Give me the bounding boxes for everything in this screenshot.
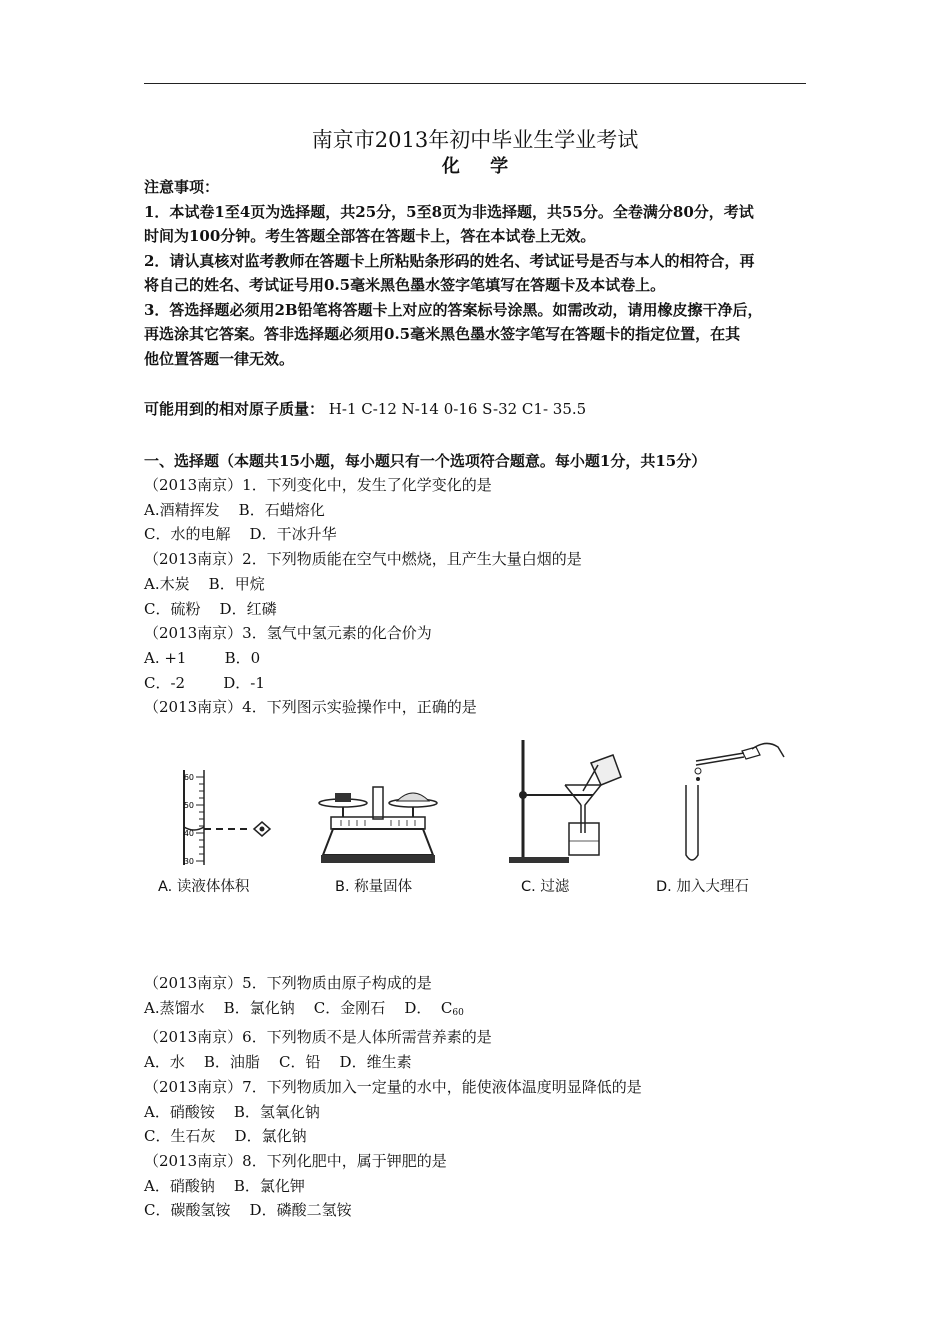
question-line: （2013南京）6．下列物质不是人体所需营养素的是 (144, 1028, 492, 1047)
question-line: A．硝酸铵 B．氢氧化钠 (144, 1102, 320, 1121)
atomic-mass-label: 可能用到的相对原子质量： (144, 400, 325, 418)
question-line: A．水 B．油脂 C．铅 D．维生素 (144, 1053, 412, 1072)
graduated-cylinder-figure (148, 735, 288, 875)
question-line: （2013南京）1．下列变化中，发生了化学变化的是 (144, 476, 492, 494)
question-line: C．水的电解 D．干冰升华 (144, 525, 337, 544)
question-line: （2013南京）8．下列化肥中，属于钾肥的是 (144, 1151, 447, 1170)
instructions-heading: 注意事项： (144, 178, 220, 196)
instruction-line: 时间为100分钟。考生答题全部答在答题卡上，答在本试卷上无效。 (144, 227, 596, 245)
figure-b-caption: B. 称量固体 (335, 879, 413, 895)
q5-subscript: 60 (452, 1007, 464, 1018)
tick-label: 30 (183, 857, 194, 866)
atomic-mass-values: H-1 C-12 N-14 0-16 S-32 C1- 35.5 (328, 400, 587, 418)
section-title: 一、选择题（本题共15小题，每小题只有一个选项符合题意。每小题1分，共15分） (144, 452, 707, 470)
question-line: （2013南京）2．下列物质能在空气中燃烧，且产生大量白烟的是 (144, 550, 582, 569)
exam-title: 南京市2013年初中毕业生学业考试 (311, 128, 639, 152)
figure-d (656, 735, 796, 895)
instruction-line: 将自己的姓名、考试证号用0.5毫米黑色墨水签字笔填写在答题卡及本试卷上。 (144, 276, 666, 294)
figure-c-caption: C. 过滤 (521, 879, 570, 895)
question-line: C．碳酸氢铵 D．磷酸二氢铵 (144, 1201, 352, 1220)
question-line: C．硫粉 D．红磷 (144, 599, 277, 618)
tick-label: 40 (183, 829, 194, 838)
exam-subject: 化 学 (441, 156, 521, 177)
question-line: （2013南京）5．下列物质由原子构成的是 (144, 974, 432, 992)
figure-a-caption: A. 读液体体积 (158, 879, 250, 895)
questions-1-4 (144, 473, 808, 720)
test-tube-figure (656, 735, 796, 875)
instruction-line: 1．本试卷1至4页为选择题，共25分，5至8页为非选择题，共55分。全卷满分80分，考试 (144, 202, 754, 221)
question-line: C．-2 D．-1 (144, 673, 265, 692)
atomic-mass-line (144, 398, 586, 419)
questions-5-8 (144, 971, 808, 1223)
question-line: A. +1 B．0 (144, 648, 261, 667)
instruction-line: 再选涂其它答案。答非选择题必须用0.5毫米黑色墨水签字笔写在答题卡的指定位置，在其 (144, 325, 741, 343)
header-rule (144, 83, 806, 84)
question-line: A.酒精挥发 B．石蜡熔化 (144, 500, 325, 519)
balance-figure (313, 735, 443, 875)
figure-a (148, 735, 288, 895)
figure-d-caption: D. 加入大理石 (656, 879, 749, 895)
question-line: （2013南京）4．下列图示实验操作中，正确的是 (144, 698, 477, 717)
tick-label: 50 (183, 801, 194, 810)
figure-c (503, 735, 623, 895)
instruction-line: 3．答选择题必须用2B铅笔将答题卡上对应的答案标号涂黑。如需改动，请用橡皮擦干净后， (144, 300, 763, 319)
instruction-line: 2．请认真核对监考教师在答题卡上所粘贴条形码的姓名、考试证号是否与本人的相符合，再 (144, 251, 755, 270)
instructions (144, 175, 808, 371)
filtration-figure (503, 735, 623, 875)
q5-options: A.蒸馏水 B．氯化钠 C．金刚石 D． C (144, 998, 453, 1017)
question-line: （2013南京）3．氢气中氢元素的化合价为 (144, 624, 432, 643)
question-line: A.木炭 B．甲烷 (144, 574, 265, 593)
instruction-line: 他位置答题一律无效。 (144, 349, 295, 368)
question-line: C．生石灰 D．氯化钠 (144, 1127, 307, 1146)
lab-figures (148, 735, 798, 895)
question-line: A．硝酸钠 B．氯化钾 (144, 1176, 305, 1195)
figure-b (313, 735, 443, 895)
tick-label: 60 (183, 773, 194, 782)
question-line: （2013南京）7．下列物质加入一定量的水中，能使液体温度明显降低的是 (144, 1077, 642, 1096)
question-line (144, 996, 808, 1026)
